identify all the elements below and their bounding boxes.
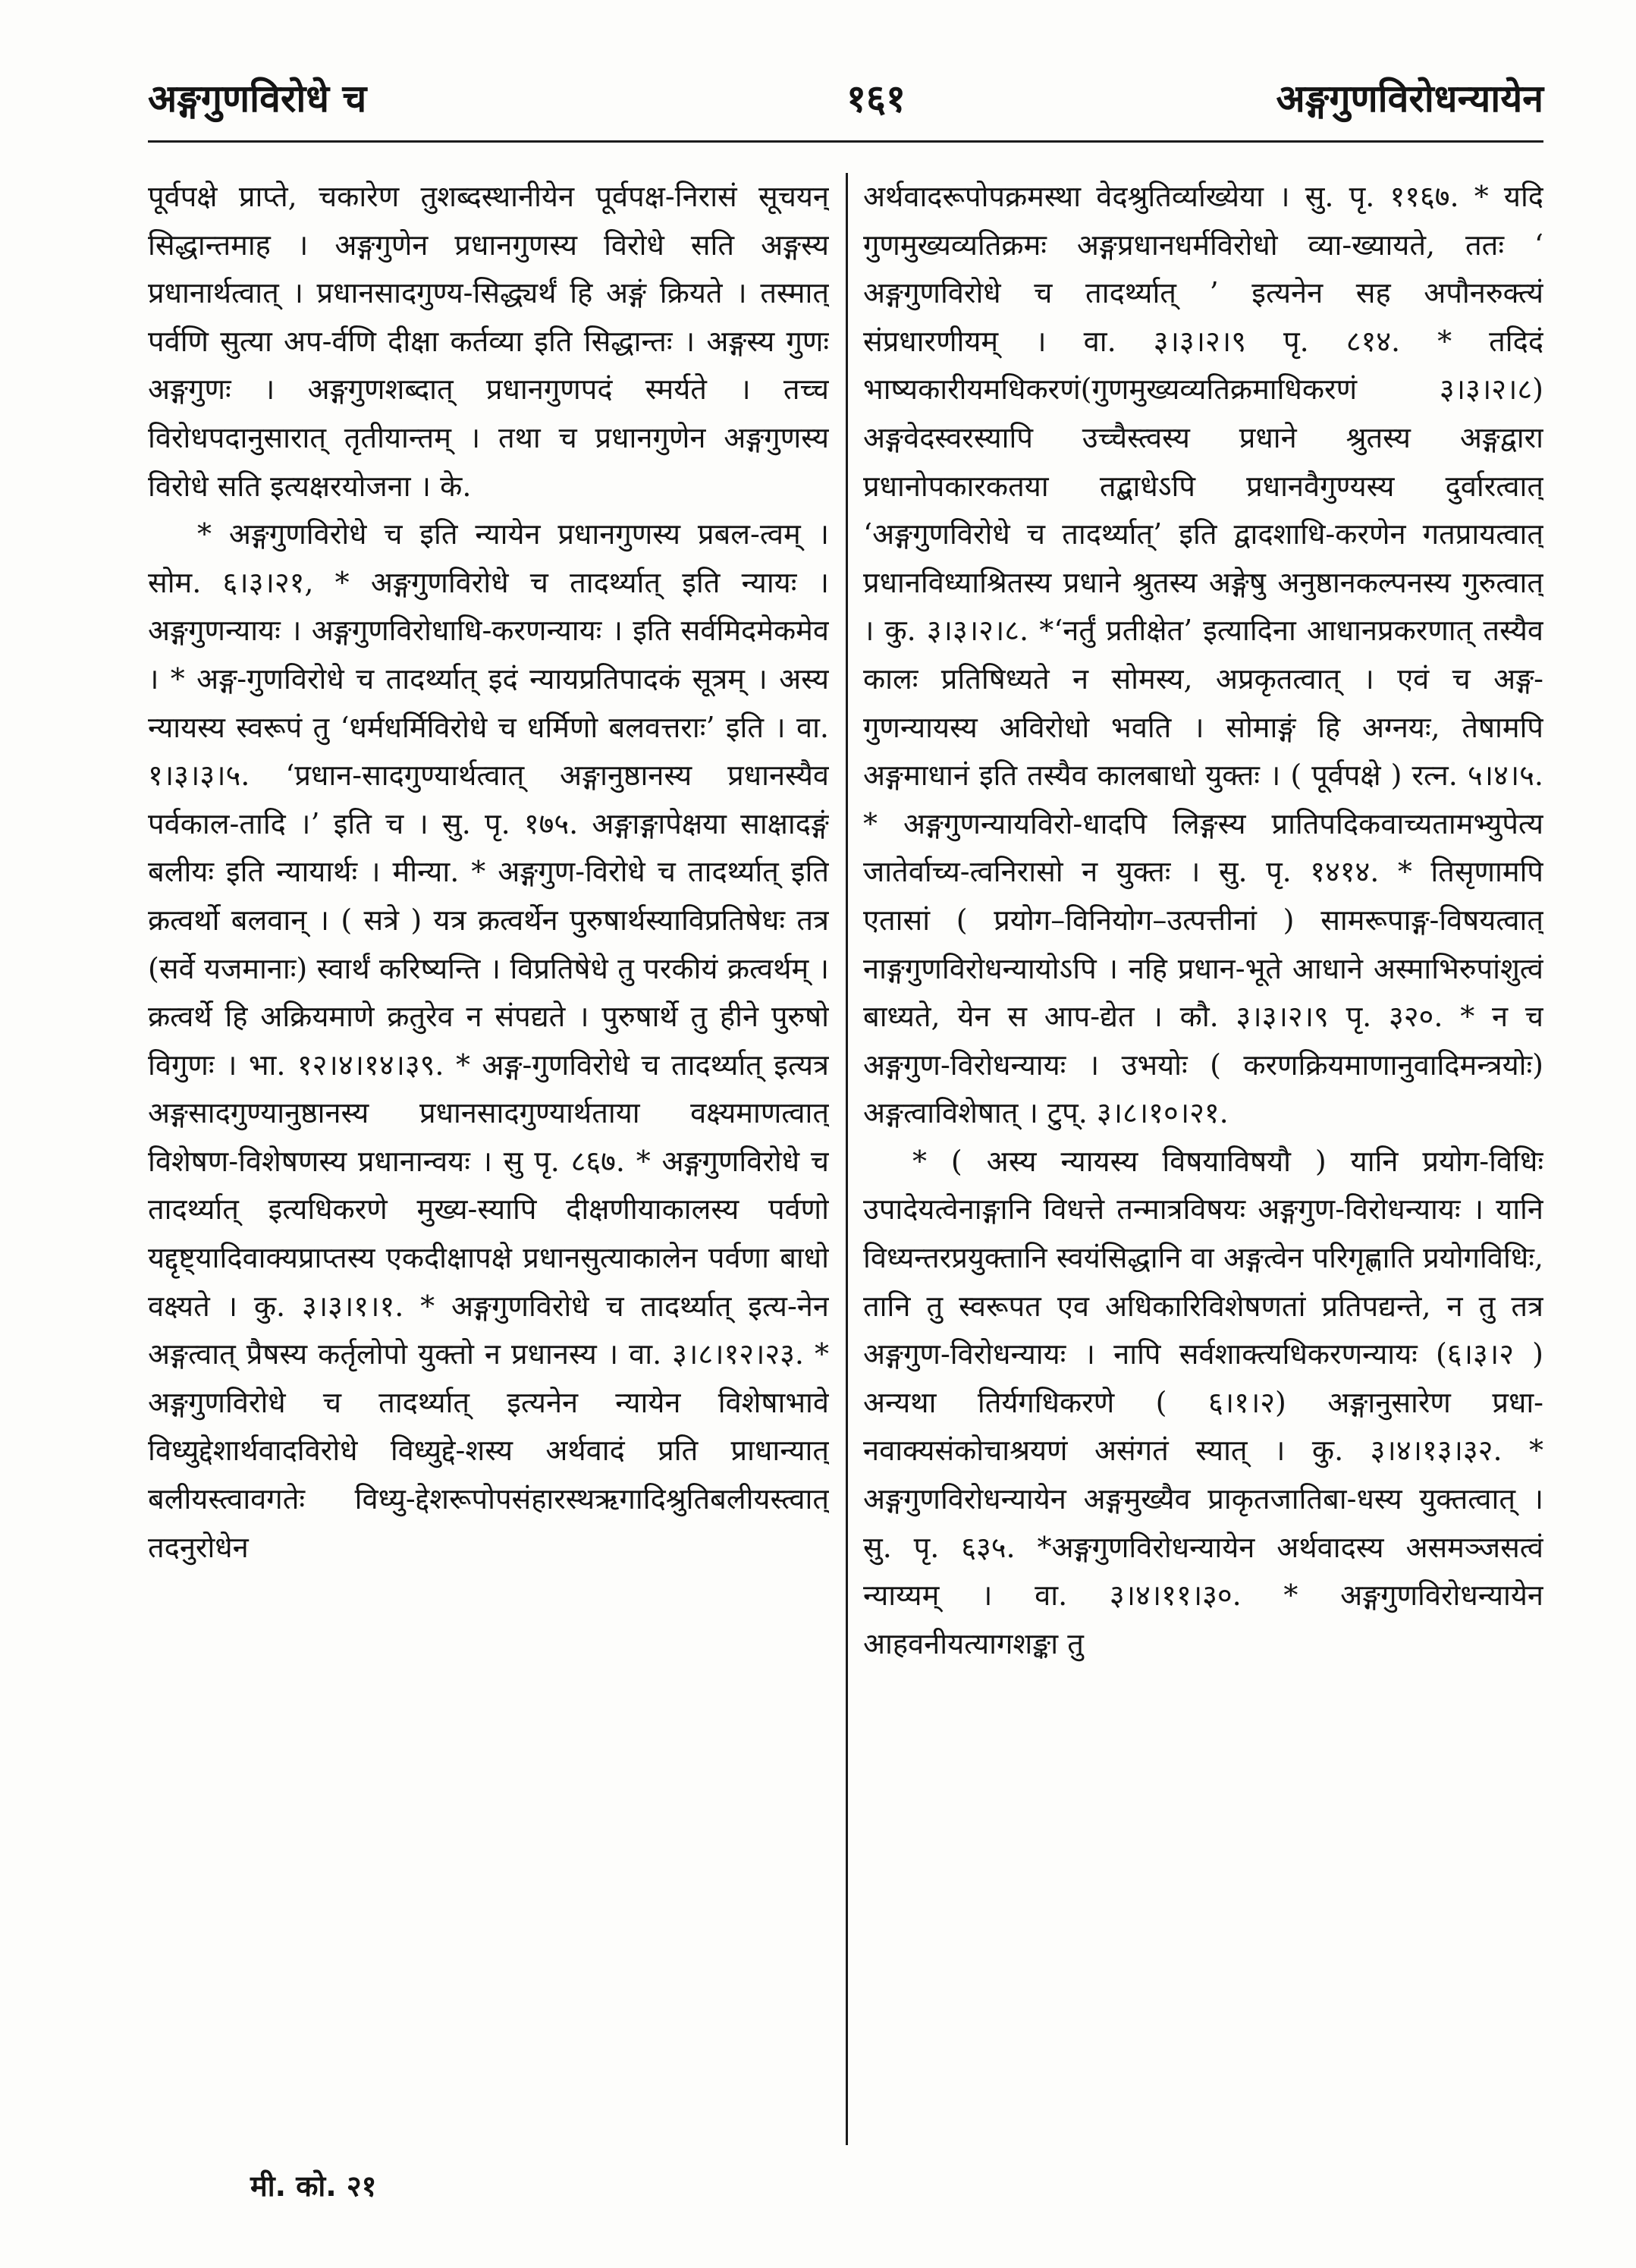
column-divider bbox=[846, 173, 848, 2145]
left-paragraph-1: पूर्वपक्षे प्राप्ते, चकारेण तुशब्दस्थानीयेन पूर्वपक्ष-निरासं सूचयन् सिद्धान्तमाह । अङ्गगुणेन प्रधानगुणस्य विरोधे सति अङ्गस्य प्रधानार्थत्वात् । प्रधानसादगुण्य-सिद्ध्यर्थं हि अङ्गं क्रियते । तस्मात् पर्वणि सुत्या अप-र्वणि दीक्षा कर्तव्या इति सिद्धान्तः । अङ्गस्य गुणः अङ्गगुणः । अङ्गगुणशब्दात् प्रधानगुणपदं स्मर्यते । तच्च विरोधपदानुसारात् तृतीयान्तम् । तथा च प्रधानगुणेन अङ्गगुणस्य विरोधे सति इत्यक्षरयोजना । के. bbox=[148, 180, 829, 503]
running-header bbox=[148, 72, 1543, 140]
left-paragraph-2: * अङ्गगुणविरोधे च इति न्यायेन प्रधानगुणस्य प्रबल-त्वम् । सोम. ६।३।२१, * अङ्गगुणविरोधे च तादर्थ्यात् इति न्यायः । अङ्गगुणन्यायः । अङ्गगुणविरोधाधि-करणन्यायः । इति सर्वमिदमेकमेव । * अङ्ग-गुणविरोधे च तादर्थ्यात् इदं न्यायप्रतिपादकं सूत्रम् । अस्य न्यायस्य स्वरूपं तु ‘धर्मधर्मिविरोधे च धर्मिणो बलवत्तराः’ इति । वा. १।३।३।५. ‘प्रधान-सादगुण्यार्थत्वात् अङ्गानुष्ठानस्य प्रधानस्यैव पर्वकाल-तादि ।’ इति च । सु. पृ. १७५. अङ्गाङ्गापेक्षया साक्षादङ्गं बलीयः इति न्यायार्थः । मीन्या. * अङ्गगुण-विरोधे च तादर्थ्यात् इति क्रत्वर्थो बलवान् । ( सत्रे ) यत्र क्रत्वर्थेन पुरुषार्थस्याविप्रतिषेधः तत्र (सर्वे यजमानाः) स्वार्थं करिष्यन्ति । विप्रतिषेधे तु परकीयं क्रत्वर्थम् । क्रत्वर्थे हि अक्रियमाणे क्रतुरेव न संपद्यते । पुरुषार्थे तु हीने पुरुषो विगुणः । भा. १२।४।१४।३९. * अङ्ग-गुणविरोधे च तादर्थ्यात् इत्यत्र अङ्गसादगुण्यानुष्ठानस्य प्रधानसादगुण्यार्थताया वक्ष्यमाणत्वात् विशेषण-विशेषणस्य प्रधानान्वयः । सु पृ. ८६७. * अङ्गगुणविरोधे च तादर्थ्यात् इत्यधिकरणे मुख्य-स्यापि दीक्षणीयाकालस्य पर्वणो यद्दृष्ट्यादिवाक्यप्राप्तस्य एकदीक्षापक्षे प्रधानसुत्याकालेन पर्वणा बाधो वक्ष्यते । कु. ३।३।१।१. * अङ्गगुणविरोधे च तादर्थ्यात् इत्य-नेन अङ्गत्वात् प्रैषस्य कर्तृलोपो युक्तो न प्रधानस्य । वा. ३।८।१२।२३. * अङ्गगुणविरोधे च तादर्थ्यात् इत्यनेन न्यायेन विशेषाभावे विध्युद्देशार्थवादविरोधे विध्युद्दे-शस्य अर्थवादं प्रति प्राधान्यात् बलीयस्त्वावगतेः विध्यु-द्देशरूपोपसंहारस्थऋगादिश्रुतिबलीयस्त्वात् तदनुरोधेन bbox=[148, 517, 829, 1564]
right-column bbox=[863, 173, 1543, 2145]
right-paragraph-2: * ( अस्य न्यायस्य विषयाविषयौ ) यानि प्रयोग-विधिः उपादेयत्वेनाङ्गानि विधत्ते तन्मात्रविषयः अङ्गगुण-विरोधन्यायः । यानि विध्यन्तरप्रयुक्तानि स्वयंसिद्धानि वा अङ्गत्वेन परिगृह्णाति प्रयोगविधिः, तानि तु स्वरूपत एव अधिकारिविशेषणतां प्रतिपद्यन्ते, न तु तत्र अङ्गगुण-विरोधन्यायः । नापि सर्वशाक्त्यधिकरणन्यायः (६।३।२ ) अन्यथा तिर्यगधिकरणे ( ६।१।२) अङ्गानुसारेण प्रधा-नवाक्यसंकोचाश्रयणं असंगतं स्यात् । कु. ३।४।१३।३२. * अङ्गगुणविरोधन्यायेन अङ्गमुख्यैव प्राकृतजातिबा-धस्य युक्तत्वात् । सु. पृ. ६३५. *अङ्गगुणविरोधन्यायेन अर्थवादस्य असमञ्जसत्वं न्याय्यम् । वा. ३।४।११।३०. * अङ्गगुणविरोधन्यायेन आहवनीयत्यागशङ्का तु bbox=[863, 1144, 1543, 1660]
header-right-title: अङ्गगुणविरोधन्यायेन bbox=[1276, 77, 1543, 121]
header-left-title: अङ्गगुणविरोधे च bbox=[148, 77, 367, 121]
footer-signature: मी. को. २१ bbox=[250, 2169, 377, 2203]
header-rule bbox=[148, 140, 1543, 143]
left-column bbox=[148, 173, 829, 2145]
page-number: १६१ bbox=[846, 77, 906, 121]
right-paragraph-1: अर्थवादरूपोपक्रमस्था वेदश्रुतिर्व्याख्येया । सु. पृ. ११६७. * यदि गुणमुख्यव्यतिक्रमः अङ्गप्रधानधर्मविरोधो व्या-ख्यायते, ततः ‘ अङ्गगुणविरोधे च तादर्थ्यात् ’ इत्यनेन सह अपौनरुक्त्यं संप्रधारणीयम् । वा. ३।३।२।९ पृ. ८१४. * तदिदं भाष्यकारीयमधिकरणं(गुणमुख्यव्यतिक्रमाधिकरणं ३।३।२।८) अङ्गवेदस्वरस्यापि उच्चैस्त्वस्य प्रधाने श्रुतस्य अङ्गद्वारा प्रधानोपकारकतया तद्बाधेऽपि प्रधानवैगुण्यस्य दुर्वारत्वात् ‘अङ्गगुणविरोधे च तादर्थ्यात्’ इति द्वादशाधि-करणेन गतप्रायत्वात् प्रधानविध्याश्रितस्य प्रधाने श्रुतस्य अङ्गेषु अनुष्ठानकल्पनस्य गुरुत्वात् । कु. ३।३।२।८. *‘नर्तुं प्रतीक्षेत’ इत्यादिना आधानप्रकरणात् तस्यैव कालः प्रतिषिध्यते न सोमस्य, अप्रकृतत्वात् । एवं च अङ्ग-गुणन्यायस्य अविरोधो भवति । सोमाङ्गं हि अग्नयः, तेषामपि अङ्गमाधानं इति तस्यैव कालबाधो युक्तः । ( पूर्वपक्षे ) रत्न. ५।४।५. * अङ्गगुणन्यायविरो-धादपि लिङ्गस्य प्रातिपदिकवाच्यतामभ्युपेत्य जातेर्वाच्य-त्वनिरासो न युक्तः । सु. पृ. १४१४. * तिसृणामपि एतासां ( प्रयोग–विनियोग–उत्पत्तीनां ) सामरूपाङ्ग-विषयत्वात् नाङ्गगुणविरोधन्यायोऽपि । नहि प्रधान-भूते आधाने अस्माभिरुपांशुत्वं बाध्यते, येन स आप-द्येत । कौ. ३।३।२।९ पृ. ३२०. * न च अङ्गगुण-विरोधन्यायः । उभयोः ( करणक्रियमाणानुवादिमन्त्रयोः) अङ्गत्वाविशेषात् । टुप्. ३।८।१०।२१. bbox=[863, 180, 1543, 1130]
